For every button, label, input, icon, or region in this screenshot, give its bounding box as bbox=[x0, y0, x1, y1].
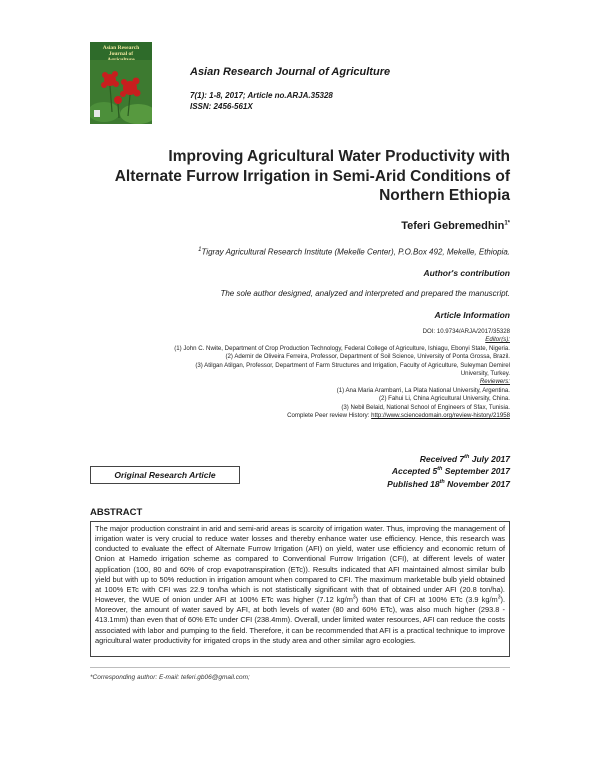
abstract-text-part: ) than that of CFI at 100% ETc (3.9 kg/m bbox=[355, 595, 498, 605]
abstract-heading: ABSTRACT bbox=[90, 507, 143, 518]
cover-title-line: Asian Research bbox=[102, 45, 140, 51]
received-month-year: July 2017 bbox=[469, 453, 510, 464]
published-date bbox=[387, 477, 510, 489]
received-date-text: Received 7 bbox=[419, 453, 465, 464]
article-title: Improving Agricultural Water Productivity with Alternate Furrow Irrigation in Semi-Arid Conditions of Northern Ethiopia bbox=[114, 148, 510, 204]
accepted-month-year: September 2017 bbox=[442, 466, 510, 477]
journal-cover-image bbox=[90, 42, 152, 124]
peer-review-history-link[interactable]: http://www.sciencedomain.org/review-history/21958 bbox=[371, 412, 510, 420]
received-ordinal: th bbox=[464, 454, 470, 460]
cover-flower-illustration bbox=[90, 60, 152, 124]
affiliation-mark: 1 bbox=[198, 247, 202, 253]
accepted-ordinal: th bbox=[437, 466, 443, 473]
cover-title-line: Journal of bbox=[108, 51, 134, 57]
journal-citation: 7(1): 1-8, 2017; Article no.ARJA.35328 bbox=[190, 91, 333, 100]
author-name bbox=[401, 220, 510, 232]
abstract-superscript: 3 bbox=[497, 594, 501, 601]
accepted-date bbox=[387, 464, 510, 476]
editor-entry: University, Turkey. bbox=[460, 370, 510, 378]
peer-review-label: Complete Peer review History: bbox=[287, 412, 372, 420]
reviewer-entry: (3) Nebil Belaid, National School of Engineers of Sfax, Tunisia. bbox=[341, 403, 510, 411]
contribution-heading: Author's contribution bbox=[423, 268, 510, 278]
editor-entry: (2) Ademir de Oliveira Ferreira, Professor, Department of Soil Science, University of Ponta Grossa, Brazil. bbox=[225, 353, 510, 361]
accepted-date-text: Accepted 5 bbox=[391, 466, 438, 477]
reviewer-entry: (1) Ana Maria Arambarri, La Plata National University, Argentina. bbox=[336, 386, 510, 394]
footnote-divider bbox=[90, 667, 510, 668]
peer-review-history bbox=[80, 412, 510, 420]
editor-entry: (1) John C. Nwite, Department of Crop Production Technology, Federal College of Agriculture, Ishiagu, Ebonyi State, Nigeria. bbox=[174, 344, 510, 352]
abstract-body bbox=[90, 521, 510, 657]
journal-issn: ISSN: 2456-561X bbox=[190, 102, 253, 111]
article-information bbox=[80, 328, 510, 420]
article-dates bbox=[387, 452, 510, 489]
published-date-text: Published 18 bbox=[387, 478, 440, 489]
author-name-text: Teferi Gebremedhin bbox=[401, 220, 505, 232]
journal-name: Asian Research Journal of Agriculture bbox=[190, 66, 391, 78]
contribution-text: The sole author designed, analyzed and interpreted and prepared the manuscript. bbox=[220, 289, 510, 298]
abstract-text-part: The major production constraint in arid and semi-arid areas is scarcity of irrigation water. Thus, improving the management of irrigation water is very crucial to reduce water losses and thereby enhance water use efficiency. Hence, this research was conducted to evaluate the effect of Alternate Furrow Irrigation (AFI) on yield, water use efficiency and economic return of Onion at Hamedo irrigation scheme as compared to Conventional Furrow Irrigation (CFI), at different levels of water application (100, 80 and 60% of crop evapotranspiration (ETc)). Results indicated that AFI maintained almost similar bulb yield but with up to 50% reduction in irrigation amount when compared to CFI. The maximum marketable bulb yield obtained at 100% ETc with CFI was 22.9 ton/ha which is not statistically significant with that of obtained under AFI (20.8 ton/ha). However, the WUE of onion under AFI at 100% ETc was higher (7.12 kg/m bbox=[95, 524, 505, 605]
reviewer-entry: (2) Fahui Li, China Agricultural University, China. bbox=[379, 395, 510, 403]
author-affiliation-mark: 1* bbox=[504, 220, 510, 227]
abstract-superscript: 3 bbox=[352, 594, 356, 601]
editor-entry: (3) Atilgan Atilgan, Professor, Department of Farm Structures and Irrigation, Faculty of Agriculture, Suleyman Demirel bbox=[195, 361, 510, 369]
author-affiliation bbox=[198, 247, 510, 257]
affiliation-text: Tigray Agricultural Research Institute (Mekelle Center), P.O.Box 492, Mekelle, Ethiopia. bbox=[201, 247, 510, 257]
received-date bbox=[387, 452, 510, 464]
corresponding-author-footnote: *Corresponding author: E-mail: teferi.gb06@gmail.com; bbox=[90, 674, 250, 681]
doi: DOI: 10.9734/ARJA/2017/35328 bbox=[422, 328, 510, 335]
published-ordinal: th bbox=[439, 478, 445, 485]
article-type-badge: Original Research Article bbox=[90, 466, 240, 484]
reviewers-label: Reviewers: bbox=[479, 378, 510, 386]
article-info-heading: Article Information bbox=[434, 310, 510, 320]
editors-label: Editor(s): bbox=[485, 336, 510, 344]
published-month-year: November 2017 bbox=[444, 478, 510, 489]
abstract-text-part: ). Moreover, the amount of water saved by AFI, at both levels of water (80 and 60% ETc), was also much higher (293.8 - 413.1mm) than even that of 60% ETc under CFI (238.4mm). Overall, under limited water resources, AFI can reduce the costs associated with labor and pumping to the field. Therefore, it can be recommended that AFI is a practical technique to improve agricultural water productivity for irrigated crops in the study area and other similar agro ecologies. bbox=[95, 595, 505, 645]
